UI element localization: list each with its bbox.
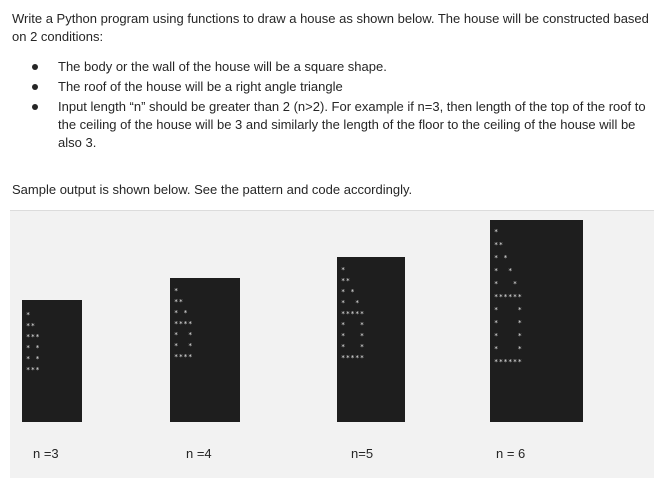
caption-n5: n=5 <box>351 446 374 461</box>
pattern-line: ** <box>341 277 351 285</box>
pattern-line: *** <box>26 366 41 374</box>
pattern-line: * * <box>26 344 41 352</box>
terminal-output-n4 <box>170 278 240 422</box>
conditions-list <box>22 58 646 154</box>
terminal-output-n5 <box>337 257 405 422</box>
pattern-line: * * <box>174 342 193 350</box>
pattern-line: * * <box>341 332 365 340</box>
pattern-line: * <box>494 228 499 236</box>
condition-item-3 <box>22 98 646 152</box>
pattern-line: * * <box>494 254 509 262</box>
pattern-line: * * <box>494 267 513 275</box>
pattern-line: ** <box>174 298 184 306</box>
condition-text: Input length “n” should be greater than 2 (n>2). For example if n=3, then length of the top of the roof to the ceiling of the house will be 3 and similarly the length of the floor to the ceiling of the house will be also 3. <box>58 99 646 150</box>
condition-item-2 <box>22 78 646 96</box>
pattern-line: ****** <box>494 293 523 301</box>
caption-n4: n =4 <box>186 446 212 461</box>
intro-paragraph: Write a Python program using functions to draw a house as shown below. The house will be constructed based on 2 conditions: <box>12 11 649 44</box>
condition-text: The roof of the house will be a right angle triangle <box>58 79 343 94</box>
caption-n6: n = 6 <box>496 446 526 461</box>
pattern-line: ****** <box>494 358 523 366</box>
pattern-line: * * <box>174 331 193 339</box>
pattern-line: * * <box>341 343 365 351</box>
pattern-line: * * <box>494 332 523 340</box>
pattern-line: * * <box>494 319 523 327</box>
pattern-line: ** <box>494 241 504 249</box>
pattern-line: * * <box>494 345 523 353</box>
pattern-line: ***** <box>341 354 365 362</box>
pattern-line: * <box>26 311 31 319</box>
bullet-dot-icon <box>32 84 38 90</box>
pattern-line: * * <box>494 280 518 288</box>
condition-item-1 <box>22 58 646 76</box>
pattern-line: * * <box>174 309 189 317</box>
pattern-line: * * <box>26 355 41 363</box>
terminal-output-n6 <box>490 220 583 422</box>
sample-output-text: Sample output is shown below. See the pattern and code accordingly. <box>12 182 413 197</box>
bullet-dot-icon <box>32 104 38 110</box>
bullet-dot-icon <box>32 64 38 70</box>
pattern-line: * <box>341 266 346 274</box>
pattern-line: * * <box>494 306 523 314</box>
pattern-line: ** <box>26 322 36 330</box>
pattern-line: * * <box>341 299 360 307</box>
terminal-output-n3 <box>22 300 82 422</box>
condition-text: The body or the wall of the house will be a square shape. <box>58 59 387 74</box>
pattern-line: * * <box>341 321 365 329</box>
pattern-line: ***** <box>341 310 365 318</box>
pattern-line: **** <box>174 320 193 328</box>
pattern-line: * <box>174 287 179 295</box>
pattern-line: * * <box>341 288 356 296</box>
pattern-line: *** <box>26 333 41 341</box>
pattern-line: **** <box>174 353 193 361</box>
caption-n3: n =3 <box>33 446 59 461</box>
